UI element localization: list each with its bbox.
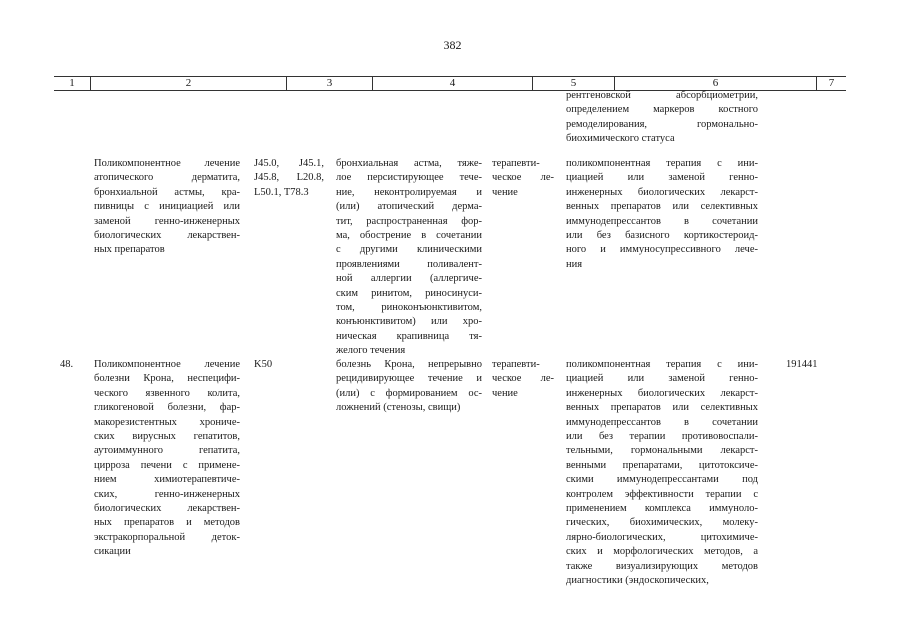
text-line: атопического дерматита,: [94, 172, 240, 184]
row1-col3: [254, 157, 324, 200]
text-line: ма, обострение в сочетании: [336, 230, 482, 242]
text-line: ских и морфологических методов, а: [566, 546, 758, 558]
text-line: поликомпонентная терапия с ини-: [566, 359, 758, 370]
row2-col4: [336, 358, 482, 416]
text-line: лярно-биологических, цитохимиче-: [566, 531, 758, 543]
text-line: заменой генно-инженерных: [94, 215, 240, 227]
header-col-5: 5: [532, 77, 614, 90]
text-line: ческое ле-: [492, 373, 554, 385]
header-col-1: 1: [69, 77, 75, 89]
text-line: том, риноконъюнктивитом,: [336, 302, 482, 314]
text-line: болезнь Крона, непрерывно: [336, 359, 482, 370]
text-line: K50: [254, 359, 273, 370]
text-line: ложнений (стенозы, свищи): [336, 402, 461, 414]
text-line: ной аллергии (аллергиче-: [336, 273, 482, 285]
text-line: цирроза печени с примене-: [94, 459, 240, 471]
text-line: или без терапии противовоспали-: [566, 431, 758, 443]
header-col-7: 7: [816, 77, 846, 90]
text-line: циацией или заменой генно-: [566, 373, 758, 385]
text-line: пивницы с инициацией или: [94, 201, 240, 213]
text-line: чение: [492, 387, 518, 399]
text-line: ческого язвенного колита,: [94, 387, 240, 399]
text-line: аутоиммунного гепатита,: [94, 445, 240, 457]
page-number: 382: [443, 38, 462, 52]
row1-col4: [336, 157, 482, 359]
header-col-6: 6: [614, 77, 816, 90]
text-line: рентгеновской абсорбциометрии,: [566, 90, 758, 101]
row2-col6: [566, 358, 758, 589]
row2-col7: 191441: [786, 359, 818, 370]
row-number: 48.: [60, 359, 74, 370]
text-line: конъюнктивитом) или хро-: [336, 316, 482, 328]
text-line: терапевти-: [492, 158, 540, 169]
row1-col6: [566, 157, 758, 272]
text-line: ническая крапивница тя-: [336, 330, 482, 342]
text-line: экстракорпоральной деток-: [94, 531, 240, 543]
text-line: ных препаратов и методов: [94, 517, 240, 529]
text-line: иммунодепрессантов в сочетании: [566, 215, 758, 227]
text-line: гических, биохимических, молеку-: [566, 517, 758, 529]
text-line: тит, распространенная фор-: [336, 215, 482, 227]
text-line: также визуализирующих методов: [566, 560, 758, 572]
continuation-col6: [566, 89, 758, 147]
text-line: (или) с формированием ос-: [336, 387, 482, 399]
text-line: венных препаратов или селективных: [566, 402, 758, 414]
text-line: биологических лекарствен-: [94, 230, 240, 242]
text-line: ским ринитом, риносинуси-: [336, 287, 482, 299]
row2-col5: [492, 358, 554, 401]
text-line: циацией или заменой генно-: [566, 172, 758, 184]
text-line: ния: [566, 258, 583, 270]
text-line: рецидивирующее течение и: [336, 373, 482, 385]
text-line: болезни Крона, неспецифи-: [94, 373, 240, 385]
text-line: L50.1, T78.3: [254, 186, 309, 198]
text-line: иммунодепрессантов в сочетании: [566, 416, 758, 428]
text-line: ремоделирования, гормонально-: [566, 118, 758, 130]
text-line: применением комплекса иммуноло-: [566, 503, 758, 515]
text-line: ных препаратов: [94, 244, 165, 256]
text-line: гликогеновой болезни, фар-: [94, 402, 240, 414]
text-line: терапевти-: [492, 359, 540, 370]
text-line: ских, генно-инженерных: [94, 488, 240, 500]
text-line: диагностики (эндоскопических,: [566, 575, 709, 587]
row1-col5: [492, 157, 554, 200]
text-line: J45.0, J45.1,: [254, 158, 324, 169]
text-line: лое персистирующее тече-: [336, 172, 482, 184]
text-line: поликомпонентная терапия с ини-: [566, 158, 758, 169]
text-line: сикации: [94, 546, 131, 558]
text-line: чение: [492, 186, 518, 198]
header-col-3: 3: [286, 77, 372, 90]
text-line: бронхиальной астмы, кра-: [94, 186, 240, 198]
text-line: тельными, гормональными лекарст-: [566, 445, 758, 457]
text-line: ческое ле-: [492, 172, 554, 184]
text-line: биохимического статуса: [566, 133, 675, 145]
text-line: или без базисного кортикостероид-: [566, 230, 758, 242]
text-line: (или) атопический дерма-: [336, 201, 482, 213]
text-line: нием химиотерапевтиче-: [94, 474, 240, 486]
text-line: ских вирусных гепатитов,: [94, 431, 240, 443]
text-line: бронхиальная астма, тяже-: [336, 158, 482, 169]
row2-col3: [254, 358, 324, 372]
text-line: Поликомпонентное лечение: [94, 359, 240, 370]
header-col-2: 2: [90, 77, 286, 90]
text-line: с другими клиническими: [336, 244, 482, 256]
text-line: биологических лекарствен-: [94, 503, 240, 515]
text-line: контролем эффективности терапии с: [566, 488, 758, 500]
text-line: ного и иммуносупрессивного лече-: [566, 244, 758, 256]
text-line: инженерных биологических лекарст-: [566, 387, 758, 399]
row1-col2: [94, 157, 240, 258]
text-line: определением маркеров костного: [566, 104, 758, 116]
text-line: венных препаратов или селективных: [566, 201, 758, 213]
text-line: скими иммунодепрессантами под: [566, 474, 758, 486]
text-line: макорезистентных хрониче-: [94, 416, 240, 428]
text-line: ние, неконтролируемая и: [336, 186, 482, 198]
text-line: J45.8, L20.8,: [254, 172, 324, 184]
row2-col2: [94, 358, 240, 560]
text-line: инженерных биологических лекарст-: [566, 186, 758, 198]
text-line: проявлениями поливалент-: [336, 258, 482, 270]
header-col-4: 4: [372, 77, 532, 90]
text-line: Поликомпонентное лечение: [94, 158, 240, 169]
text-line: желого течения: [336, 345, 406, 357]
text-line: венными препаратами, цитотоксиче-: [566, 459, 758, 471]
